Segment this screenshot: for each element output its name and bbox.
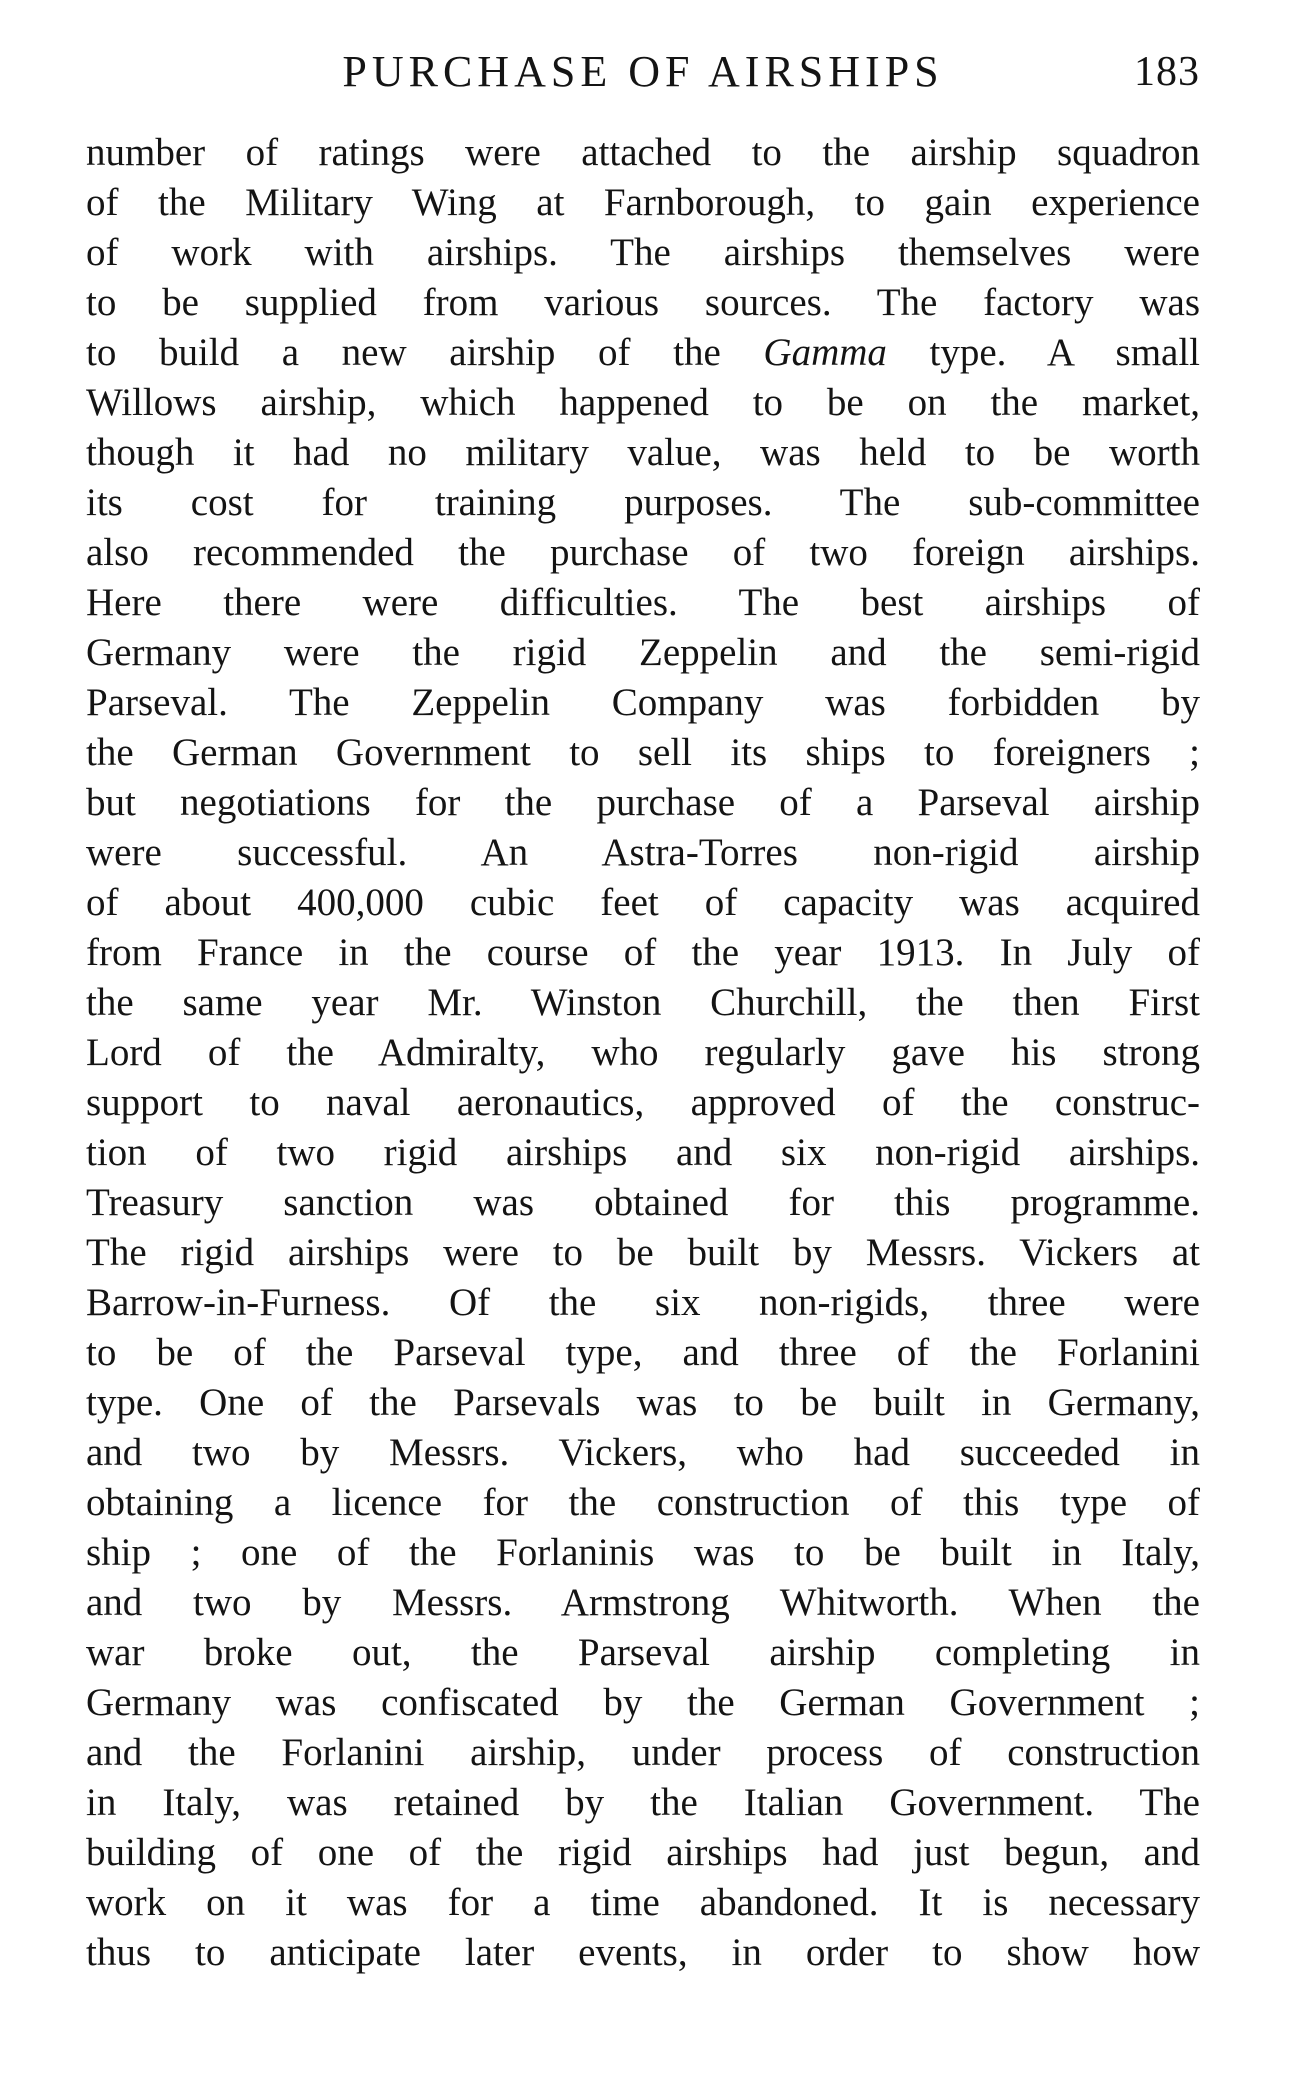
text-line: Germany was confiscated by the German Government ; [86,1681,1200,1724]
text-line [86,328,1200,378]
running-head [86,42,1200,102]
text-line: and two by Messrs. Vickers, who had succeeded in [86,1431,1200,1474]
text-line: also recommended the purchase of two foreign airships. [86,531,1200,574]
text-line: support to naval aeronautics, approved of the construc- [86,1081,1200,1124]
text-line: Here there were difficulties. The best airships of [86,581,1200,624]
text-line: The rigid airships were to be built by Messrs. Vickers at [86,1231,1200,1274]
text-line: tion of two rigid airships and six non-rigid airships. [86,1131,1200,1174]
page-number: 183 [1134,49,1200,95]
text-line: type. One of the Parsevals was to be built in Germany, [86,1381,1200,1424]
text-line: Treasury sanction was obtained for this programme. [86,1181,1200,1224]
text-line: Lord of the Admiralty, who regularly gave his strong [86,1031,1200,1074]
text-line: the same year Mr. Winston Churchill, the then First [86,981,1200,1024]
text-line: Germany were the rigid Zeppelin and the semi-rigid [86,631,1200,674]
running-title: PURCHASE OF AIRSHIPS [342,47,944,96]
text-line: were successful. An Astra-Torres non-rigid airship [86,831,1200,874]
text-line: number of ratings were attached to the airship squadron [86,131,1200,174]
text-line: Willows airship, which happened to be on the market, [86,381,1200,424]
text-line: to be of the Parseval type, and three of the Forlanini [86,1331,1200,1374]
text-line: work on it was for a time abandoned. It is necessary [86,1881,1200,1924]
text-line: obtaining a licence for the construction of this type of [86,1481,1200,1524]
text-line: Barrow-in-Furness. Of the six non-rigids, three were [86,1281,1200,1324]
text-line: and the Forlanini airship, under process of construction [86,1731,1200,1774]
text-line: though it had no military value, was held to be worth [86,431,1200,474]
text-segment: to build a new airship of the [86,331,721,374]
text-line: the German Government to sell its ships to foreigners ; [86,731,1200,774]
text-line: thus to anticipate later events, in order to show how [86,1931,1200,1974]
text-line: its cost for training purposes. The sub-committee [86,481,1200,524]
body-text [86,128,1200,1978]
text-line: to be supplied from various sources. The factory was [86,281,1200,324]
text-line: war broke out, the Parseval airship completing in [86,1631,1200,1674]
italic-term: Gamma [763,331,887,374]
text-line: of the Military Wing at Farnborough, to gain experience [86,181,1200,224]
text-line: ship ; one of the Forlaninis was to be built in Italy, [86,1531,1200,1574]
text-line: but negotiations for the purchase of a Parseval airship [86,781,1200,824]
text-line: in Italy, was retained by the Italian Government. The [86,1781,1200,1824]
text-line: of work with airships. The airships themselves were [86,231,1200,274]
text-line: from France in the course of the year 1913. In July of [86,931,1200,974]
text-line: and two by Messrs. Armstrong Whitworth. When the [86,1581,1200,1624]
text-line: building of one of the rigid airships had just begun, and [86,1831,1200,1874]
text-line: of about 400,000 cubic feet of capacity was acquired [86,881,1200,924]
text-line: Parseval. The Zeppelin Company was forbidden by [86,681,1200,724]
text-segment: type. A small [929,331,1201,374]
